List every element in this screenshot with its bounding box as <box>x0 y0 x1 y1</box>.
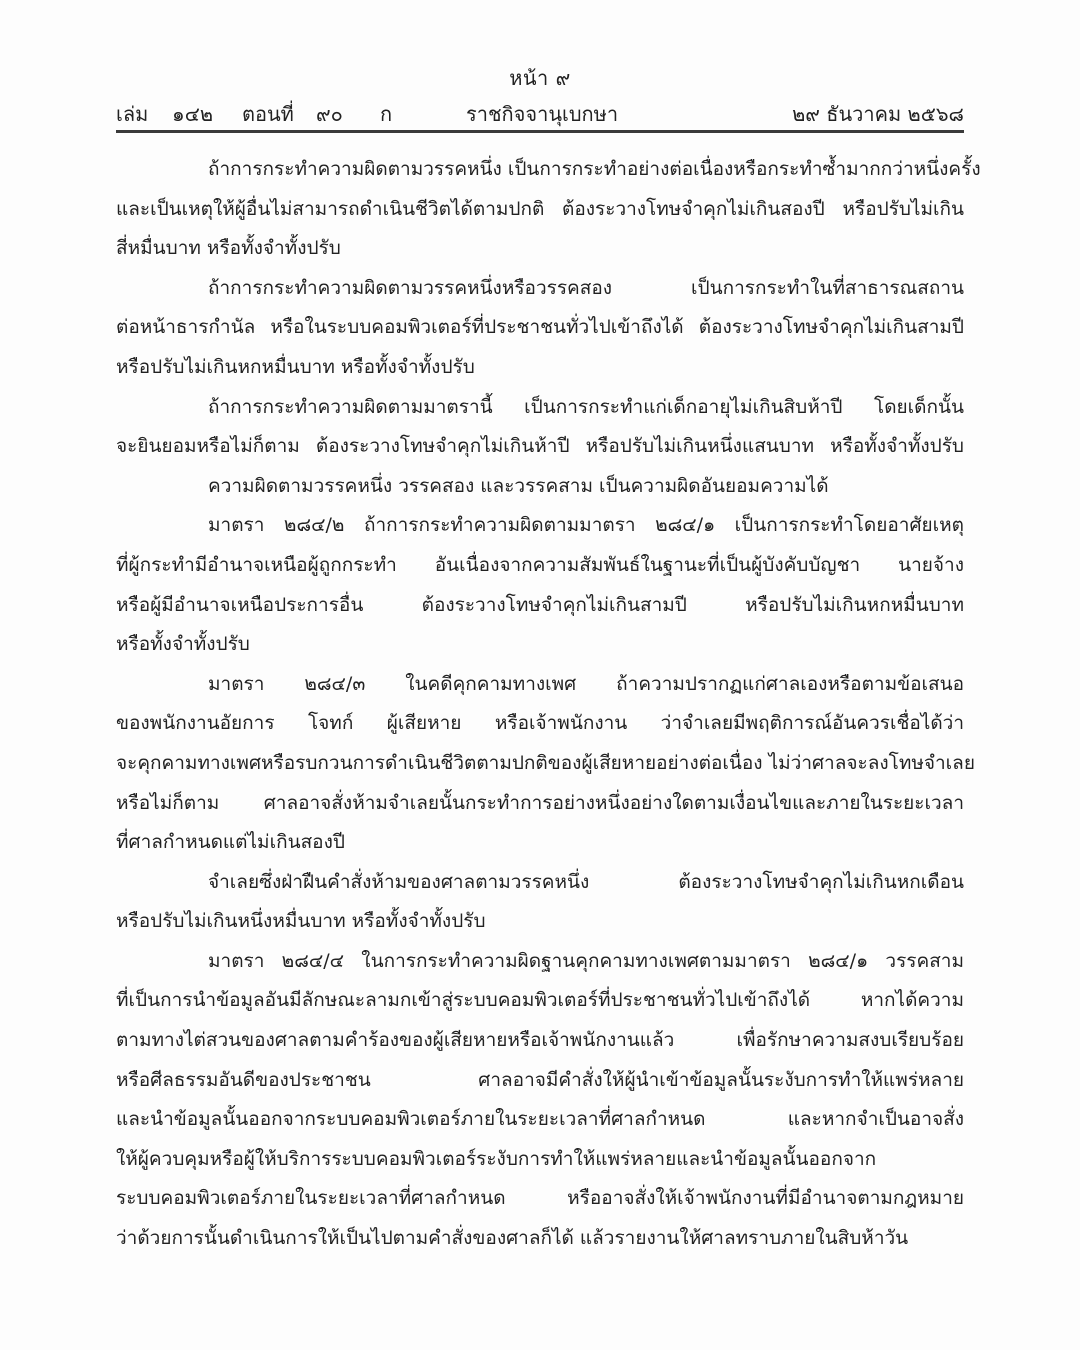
volume-label: เล่ม <box>116 102 149 126</box>
text-line: จำเลยซึ่งฝ่าฝืนคำสั่งห้ามของศาลตามวรรคหนึ่ง ต้องระวางโทษจำคุกไม่เกินหกเดือน <box>208 870 964 893</box>
text-line: มาตรา ๒๘๔/๓ ในคดีคุกคามทางเพศ ถ้าความปรากฏแก่ศาลเองหรือตามข้อเสนอ <box>208 672 964 695</box>
text-line: ที่ผู้กระทำมีอำนาจเหนือผู้ถูกกระทำ อันเนื่องจากความสัมพันธ์ในฐานะที่เป็นผู้บังคับบัญชา นายจ้าง <box>116 553 964 576</box>
text-line: ถ้าการกระทำความผิดตามวรรคหนึ่งหรือวรรคสอง เป็นการกระทำในที่สาธารณสถาน <box>208 276 964 299</box>
text-line: ความผิดตามวรรคหนึ่ง วรรคสอง และวรรคสาม เป็นความผิดอันยอมความได้ <box>208 474 829 497</box>
text-line: มาตรา ๒๘๔/๒ ถ้าการกระทำความผิดตามมาตรา ๒๘๔/๑ เป็นการกระทำโดยอาศัยเหตุ <box>208 514 964 537</box>
text-line: หรือทั้งจำทั้งปรับ <box>116 633 250 656</box>
text-line: ต่อหน้าธารกำนัล หรือในระบบคอมพิวเตอร์ที่ประชาชนทั่วไปเข้าถึงได้ ต้องระวางโทษจำคุกไม่เกินสามปี <box>116 316 964 339</box>
page-number: หน้า ๙ <box>509 66 571 90</box>
header-divider <box>116 130 964 133</box>
text-line: จะยินยอมหรือไม่ก็ตาม ต้องระวางโทษจำคุกไม่เกินห้าปี หรือปรับไม่เกินหนึ่งแสนบาท หรือทั้งจำทั้งปรับ <box>116 435 964 458</box>
text-line: ให้ผู้ควบคุมหรือผู้ให้บริการระบบคอมพิวเตอร์ระงับการทำให้แพร่หลายและนำข้อมูลนั้นออกจาก <box>116 1147 877 1170</box>
text-line: ตามทางไต่สวนของศาลตามคำร้องของผู้เสียหายหรือเจ้าพนักงานแล้ว เพื่อรักษาความสงบเรียบร้อย <box>116 1029 964 1052</box>
gazette-header <box>116 98 964 130</box>
section-letter: ก <box>380 102 393 126</box>
text-line: ว่าด้วยการนั้นดำเนินการให้เป็นไปตามคำสั่งของศาลก็ได้ แล้วรายงานให้ศาลทราบภายในสิบห้าวัน <box>116 1227 909 1250</box>
text-line: หรือปรับไม่เกินหกหมื่นบาท หรือทั้งจำทั้งปรับ <box>116 355 475 378</box>
text-line: ถ้าการกระทำความผิดตามวรรคหนึ่ง เป็นการกระทำอย่างต่อเนื่องหรือกระทำซ้ำมากกว่าหนึ่งครั้ง <box>208 158 981 180</box>
text-line: ที่ศาลกำหนดแต่ไม่เกินสองปี <box>116 831 345 854</box>
text-line: สี่หมื่นบาท หรือทั้งจำทั้งปรับ <box>116 237 341 260</box>
text-line: จะคุกคามทางเพศหรือรบกวนการดำเนินชีวิตตามปกติของผู้เสียหายอย่างต่อเนื่อง ไม่ว่าศาลจะลงโทษจำเลย <box>116 751 975 774</box>
text-line: ถ้าการกระทำความผิดตามมาตรานี้ เป็นการกระทำแก่เด็กอายุไม่เกินสิบห้าปี โดยเด็กนั้น <box>208 395 964 418</box>
issue-number: ๙๐ <box>316 102 343 126</box>
text-line: ระบบคอมพิวเตอร์ภายในระยะเวลาที่ศาลกำหนด หรืออาจสั่งให้เจ้าพนักงานที่มีอำนาจตามกฎหมาย <box>116 1187 964 1210</box>
text-line: หรือผู้มีอำนาจเหนือประการอื่น ต้องระวางโทษจำคุกไม่เกินสามปี หรือปรับไม่เกินหกหมื่นบาท <box>116 593 964 616</box>
text-line: ของพนักงานอัยการ โจทก์ ผู้เสียหาย หรือเจ้าพนักงาน ว่าจำเลยมีพฤติการณ์อันควรเชื่อได้ว่า <box>116 712 964 735</box>
gazette-title: ราชกิจจานุเบกษา <box>466 102 619 126</box>
volume-number: ๑๔๒ <box>172 102 214 126</box>
text-line: ที่เป็นการนำข้อมูลอันมีลักษณะลามกเข้าสู่ระบบคอมพิวเตอร์ที่ประชาชนทั่วไปเข้าถึงได้ หากได้ความ <box>116 989 964 1012</box>
issue-label: ตอนที่ <box>242 102 294 126</box>
text-line: และนำข้อมูลนั้นออกจากระบบคอมพิวเตอร์ภายในระยะเวลาที่ศาลกำหนด และหากจำเป็นอาจสั่ง <box>116 1108 964 1131</box>
text-line: หรือปรับไม่เกินหนึ่งหมื่นบาท หรือทั้งจำทั้งปรับ <box>116 910 486 933</box>
text-line: หรือไม่ก็ตาม ศาลอาจสั่งห้ามจำเลยนั้นกระทำการอย่างหนึ่งอย่างใดตามเงื่อนไขและภายในระยะเวลา <box>116 791 964 814</box>
legal-text-body <box>116 150 981 1259</box>
text-line: และเป็นเหตุให้ผู้อื่นไม่สามารถดำเนินชีวิตได้ตามปกติ ต้องระวางโทษจำคุกไม่เกินสองปี หรือปรับไม่เกิน <box>116 197 964 220</box>
text-line: หรือศีลธรรมอันดีของประชาชน ศาลอาจมีคำสั่งให้ผู้นำเข้าข้อมูลนั้นระงับการทำให้แพร่หลาย <box>116 1068 964 1091</box>
text-line: มาตรา ๒๘๔/๔ ในการกระทำความผิดฐานคุกคามทางเพศตามมาตรา ๒๘๔/๑ วรรคสาม <box>208 949 964 972</box>
publication-date: ๒๙ ธันวาคม ๒๕๖๘ <box>792 102 964 126</box>
